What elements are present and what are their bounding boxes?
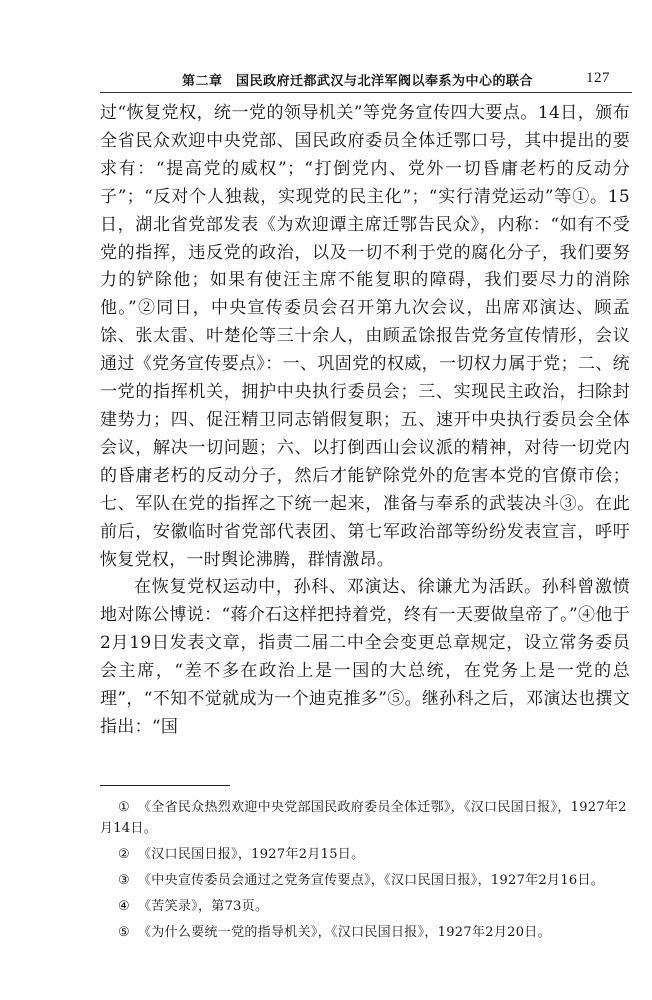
paragraph: 在恢复党权运动中，孙科、邓演达、徐谦尤为活跃。孙科曾激愤地对陈公博说：“蒋介石这样把持着党，终有一天要做皇帝了。”④他于2月19日发表文章，指责二届二中全会变更总章规定，设立常务委员会主席，“差不多在政治上是一国的大总统，在党务上是一党的总理”，“不知不觉就成为一个迪克推多”⑤。继孙科之后，邓演达也撰文指出：“国 xyxy=(100,577,630,737)
paragraph: 过“恢复党权，统一党的领导机关”等党务宣传四大要点。14日，颁布全省民众欢迎中央党部、国民政府委员全体迁鄂口号，其中提出的要求有：“提高党的威权”；“打倒党内、党外一切昏庸老朽的反动分子”；“反对个人独裁，实现党的民主化”；“实行清党运动”等①。15日，湖北省党部发表《为欢迎谭主席迁鄂告民众》，内称：“如有不受党的指挥，违反党的政治，以及一切不利于党的腐化分子，我们要努力的铲除他；如果有使汪主席不能复职的障碍，我们要尽力的消除他。”②同日，中央宣传委员会召开第九次会议，出席邓演达、顾孟馀、张太雷、叶楚伦等三十余人，由顾孟馀报告党务宣传情形，会议通过《党务宣传要点》：一、巩固党的权威，一切权力属于党；二、统一党的指挥机关，拥护中央执行委员会；三、实现民主政治，扫除封建势力；四、促汪精卫同志销假复职；五、速开中央执行委员会全体会议，解决一切问题；六、以打倒西山会议派的精神，对待一切党内的昏庸老朽的反动分子，然后才能铲除党外的危害本党的官僚市侩；七、军队在党的指挥之下统一起来，准备与奉系的武装决斗③。在此前后，安徽临时省党部代表团、第七军政治部等纷纷发表宣言，呼吁恢复党权，一时舆论沸腾，群情激昂。 xyxy=(100,103,630,570)
footnote-mark: ④ xyxy=(118,899,130,914)
footnote xyxy=(100,922,630,943)
footnote xyxy=(100,896,630,917)
footnote xyxy=(100,844,630,865)
footnote-text: 《汉口民国日报》，1927年2月15日。 xyxy=(137,847,365,862)
page-number: 127 xyxy=(586,70,610,86)
chapter-title: 第二章 国民政府迁都武汉与北洋军阀以奉系为中心的联合 xyxy=(182,74,534,89)
footnote-text: 《苦笑录》，第73页。 xyxy=(137,899,269,914)
footnote-mark: ② xyxy=(118,847,130,862)
footnote-text: 《全省民众热烈欢迎中央党部国民政府委员全体迁鄂》，《汉口民国日报》，1927年2月14日。 xyxy=(100,800,627,836)
footnote xyxy=(100,870,630,891)
footnotes xyxy=(100,797,630,948)
footnote-text: 《中央宣传委员会通过之党务宣传要点》，《汉口民国日报》，1927年2月16日。 xyxy=(137,873,605,888)
footnote-mark: ⑤ xyxy=(118,925,130,940)
footnote-mark: ① xyxy=(118,800,130,815)
footnote xyxy=(100,797,630,839)
running-header xyxy=(100,66,632,93)
body-text xyxy=(100,100,630,742)
footnote-divider xyxy=(100,785,230,786)
footnote-text: 《为什么要统一党的指导机关》，《汉口民国日报》，1927年2月20日。 xyxy=(137,925,551,940)
footnote-mark: ③ xyxy=(118,873,130,888)
